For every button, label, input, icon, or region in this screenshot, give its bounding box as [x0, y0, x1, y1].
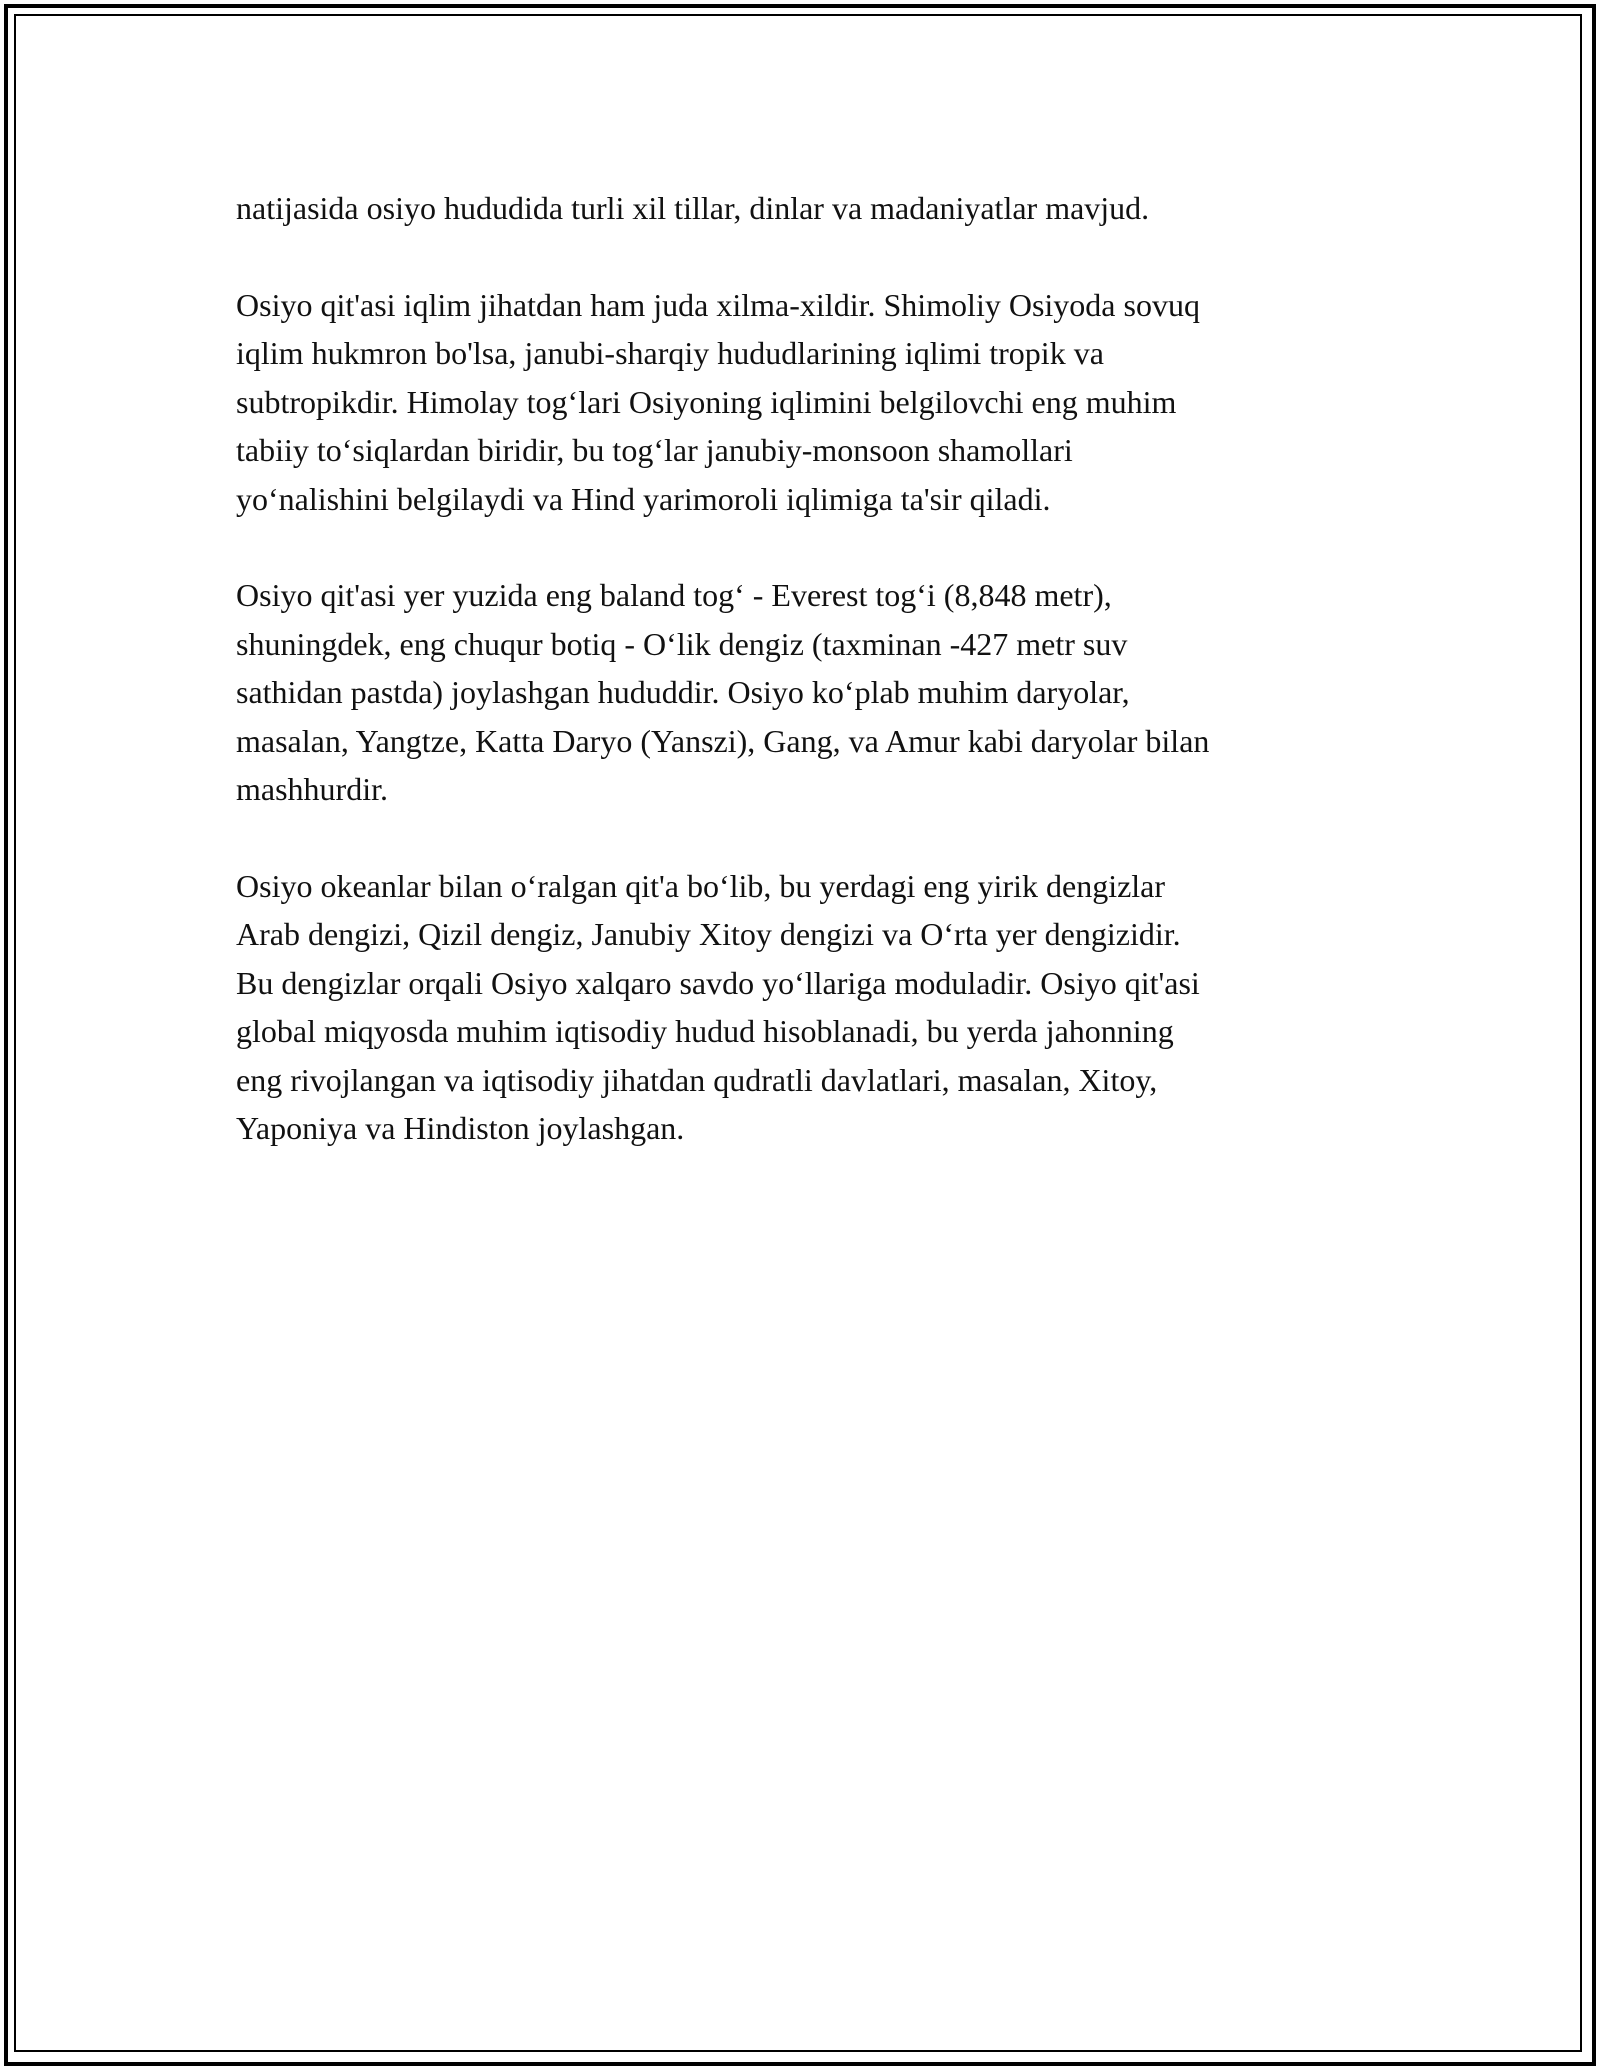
text-line: tabiiy to‘siqlardan biridir, bu tog‘lar janubiy-monsoon shamollari: [236, 432, 1073, 468]
text-line: masalan, Yangtze, Katta Daryo (Yanszi), Gang, va Amur kabi daryolar bilan: [236, 722, 1210, 759]
text-line: iqlim hukmron bo'lsa, janubi-sharqiy hududlarining iqlimi tropik va: [236, 335, 1104, 371]
text-line: shuningdek, eng chuqur botiq - O‘lik dengiz (taxminan -427 metr suv: [236, 625, 1128, 662]
text-line: Osiyo qit'asi iqlim jihatdan ham juda xilma-xildir. Shimoliy Osiyoda sovuq: [236, 286, 1200, 323]
text-line: global miqyosda muhim iqtisodiy hudud hisoblanadi, bu yerda jahonning: [236, 1013, 1174, 1049]
text-line: natijasida osiyo hududida turli xil tillar, dinlar va madaniyatlar mavjud.: [236, 190, 1150, 226]
text-line: subtropikdir. Himolay tog‘lari Osiyoning iqlimini belgilovchi eng muhim: [236, 383, 1177, 420]
text-line: sathidan pastda) joylashgan hududdir. Osiyo ko‘plab muhim daryolar,: [236, 674, 1130, 710]
paragraph-intro-continuation: [236, 184, 1386, 233]
text-line: eng rivojlangan va iqtisodiy jihatdan qudratli davlatlari, masalan, Xitoy,: [236, 1061, 1158, 1098]
text-line: Bu dengizlar orqali Osiyo xalqaro savdo yo‘llariga moduladir. Osiyo qit'asi: [236, 964, 1200, 1001]
text-line: Osiyo qit'asi yer yuzida eng baland tog‘ - Everest tog‘i (8,848 metr),: [236, 577, 1112, 613]
text-line: Osiyo okeanlar bilan o‘ralgan qit'a bo‘lib, bu yerdagi eng yirik dengizlar: [236, 867, 1166, 904]
paragraph-seas-economy: [236, 862, 1386, 1153]
paragraph-climate: [236, 281, 1386, 524]
document-body: [236, 184, 1386, 1201]
paragraph-geography: [236, 571, 1386, 814]
text-line: Arab dengizi, Qizil dengiz, Janubiy Xitoy dengizi va O‘rta yer dengizidir.: [236, 916, 1181, 952]
text-line: Yaponiya va Hindiston joylashgan.: [236, 1110, 685, 1146]
text-line: mashhurdir.: [236, 771, 388, 807]
text-line: yo‘nalishini belgilaydi va Hind yarimoroli iqlimiga ta'sir qiladi.: [236, 480, 1051, 517]
